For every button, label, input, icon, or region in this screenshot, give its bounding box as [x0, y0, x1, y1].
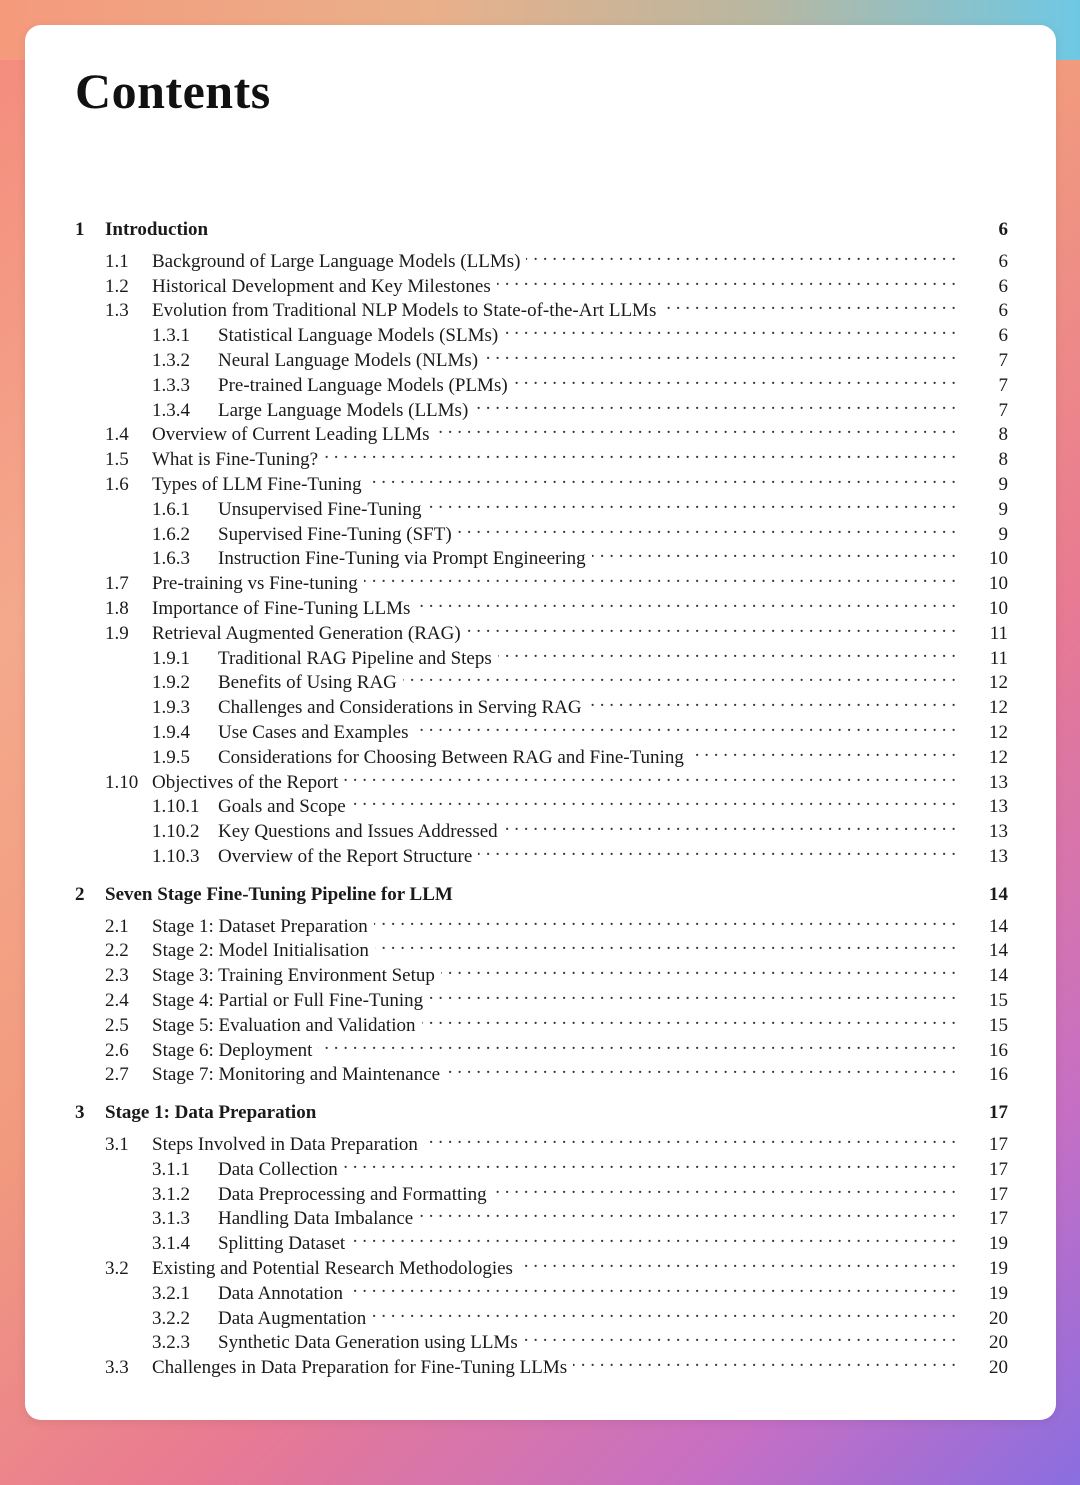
dot-leader	[441, 957, 968, 981]
toc-entry-number: 1.3.3	[152, 374, 190, 396]
dot-leader	[484, 342, 968, 366]
toc-chapter[interactable]	[75, 883, 1008, 907]
toc-entry-number: 3.1.4	[152, 1233, 190, 1255]
toc-entry-title: Data Collection	[218, 1158, 338, 1180]
dot-leader	[524, 1324, 968, 1348]
toc-page-number: 14	[989, 883, 1008, 905]
dot-leader	[588, 689, 968, 713]
toc-entry-number: 1.9.5	[152, 746, 190, 768]
toc-entry-title: What is Fine-Tuning?	[152, 449, 319, 471]
toc-entry-number: 1.6.3	[152, 548, 190, 570]
toc-entry-number: 1.1	[105, 250, 129, 272]
toc-entry-title: Stage 2: Model Initialisation	[152, 940, 369, 962]
toc-entry[interactable]	[105, 1056, 1008, 1086]
toc-entry-number: 1.6.1	[152, 498, 190, 520]
toc-page-number: 14	[989, 915, 1008, 937]
toc-page-number: 6	[998, 219, 1008, 240]
toc-page-number: 15	[989, 990, 1008, 1011]
toc-entry-title: Instruction Fine-Tuning via Prompt Engineering	[218, 548, 586, 570]
dot-leader	[504, 813, 968, 837]
toc-entry-number: 3.1.3	[152, 1208, 190, 1230]
toc-page-number: 13	[989, 846, 1008, 867]
toc-entry-number: 3.2.3	[152, 1332, 190, 1354]
toc-entry[interactable]	[105, 1126, 1008, 1155]
toc-page-number: 17	[989, 1208, 1008, 1230]
toc-page-number: 19	[989, 1258, 1008, 1279]
toc-entry[interactable]	[152, 1200, 1008, 1230]
dot-leader	[446, 1056, 968, 1080]
toc-page-number: 12	[989, 697, 1008, 719]
toc-entry[interactable]	[152, 1151, 1008, 1180]
dot-leader	[498, 640, 968, 664]
toc-page-number: 11	[989, 622, 1008, 644]
toc-page-number: 10	[989, 548, 1008, 570]
toc-page-number: 17	[989, 1183, 1008, 1205]
toc-entry-number: 1.10.1	[152, 796, 200, 818]
toc-entry[interactable]	[152, 1176, 1008, 1205]
dot-leader	[467, 615, 968, 639]
toc-entry-number: 3	[75, 1102, 85, 1124]
dot-leader	[364, 565, 968, 589]
toc-entry-title: Seven Stage Fine-Tuning Pipeline for LLM	[105, 883, 453, 905]
toc-entry-number: 1.3.4	[152, 399, 190, 421]
toc-entry-number: 3.2.1	[152, 1282, 190, 1304]
dot-leader	[351, 1225, 968, 1249]
toc-entry-title: Stage 3: Training Environment Setup	[152, 965, 435, 987]
toc-entry-number: 2.7	[105, 1064, 129, 1086]
toc-page-number: 13	[989, 771, 1008, 793]
toc-entry-title: Stage 6: Deployment	[152, 1039, 313, 1061]
dot-leader	[514, 367, 968, 391]
toc-entry[interactable]	[105, 1349, 1008, 1379]
toc-entry-title: Evolution from Traditional NLP Models to State-of-the-Art LLMs	[152, 300, 657, 322]
toc-entry-title: Supervised Fine-Tuning (SFT)	[218, 523, 452, 545]
dot-leader	[424, 1126, 968, 1150]
toc-entry[interactable]	[105, 615, 1008, 644]
toc-entry-title: Steps Involved in Data Preparation	[152, 1134, 418, 1155]
toc-entry[interactable]	[105, 764, 1008, 793]
toc-entry-title: Synthetic Data Generation using LLMs	[218, 1332, 518, 1354]
toc-page-number: 20	[989, 1307, 1008, 1329]
toc-entry[interactable]	[105, 441, 1008, 471]
toc-page-number: 19	[989, 1282, 1008, 1304]
toc-entry-number: 3.1	[105, 1134, 129, 1155]
toc-page-number: 9	[998, 523, 1008, 545]
toc-page-number: 6	[998, 325, 1008, 347]
toc-entry-title: Considerations for Choosing Between RAG and Fine-Tuning	[218, 746, 684, 768]
toc-page-number: 14	[989, 965, 1008, 987]
toc-entry-title: Statistical Language Models (SLMs)	[218, 325, 499, 347]
toc-entry-number: 1.9.4	[152, 722, 190, 743]
toc-entry-title: Background of Large Language Models (LLMs)	[152, 250, 521, 272]
toc-page-number: 7	[998, 399, 1008, 421]
toc-page-number: 6	[998, 250, 1008, 272]
toc-page-number: 16	[989, 1064, 1008, 1086]
toc-page-number: 15	[989, 1014, 1008, 1036]
toc-entry-title: Pre-trained Language Models (PLMs)	[218, 374, 508, 396]
toc-page-number: 12	[989, 746, 1008, 768]
toc-entry-number: 1.10.3	[152, 846, 200, 867]
toc-entry-number: 2	[75, 883, 85, 905]
toc-entry-title: Large Language Models (LLMs)	[218, 399, 469, 421]
toc-entry-title: Stage 1: Data Preparation	[105, 1102, 317, 1124]
toc-page-number: 17	[989, 1158, 1008, 1180]
toc-page-number: 17	[989, 1102, 1008, 1124]
dot-leader	[458, 516, 968, 540]
toc-page-number: 10	[989, 598, 1008, 619]
toc-entry-title: Pre-training vs Fine-tuning	[152, 573, 358, 595]
toc-page-number: 8	[998, 449, 1008, 471]
toc-entry[interactable]	[105, 1250, 1008, 1279]
toc-entry[interactable]	[152, 540, 1008, 570]
toc-entry[interactable]	[152, 1275, 1008, 1304]
toc-entry-title: Goals and Scope	[218, 796, 346, 818]
toc-chapter[interactable]	[75, 1101, 1008, 1125]
toc-entry-title: Overview of the Report Structure	[218, 846, 473, 867]
toc-entry-title: Retrieval Augmented Generation (RAG)	[152, 622, 461, 644]
toc-entry-number: 1.7	[105, 573, 129, 595]
toc-entry[interactable]	[105, 1007, 1008, 1036]
toc-entry-title: Historical Development and Key Milestones	[152, 275, 491, 297]
toc-page-number: 12	[989, 672, 1008, 694]
toc-entry[interactable]	[152, 367, 1008, 396]
toc-entry[interactable]	[105, 1032, 1008, 1061]
toc-entry[interactable]	[152, 664, 1008, 694]
dot-leader	[368, 466, 968, 490]
toc-entry-number: 3.2.2	[152, 1307, 190, 1329]
toc-entry-number: 1.9.1	[152, 647, 190, 669]
toc-entry-title: Introduction	[105, 219, 209, 240]
toc-page-number: 6	[998, 275, 1008, 297]
toc-entry-number: 1.10	[105, 771, 139, 793]
toc-entry-number: 2.1	[105, 915, 129, 937]
toc-entry-title: Existing and Potential Research Methodologies	[152, 1258, 513, 1279]
toc-entry-number: 2.2	[105, 940, 129, 962]
toc-page-number: 7	[998, 374, 1008, 396]
toc-entry-number: 1.4	[105, 424, 129, 446]
toc-page-number: 11	[989, 647, 1008, 669]
toc-entry-number: 1.3	[105, 300, 129, 322]
toc-entry-number: 1.2	[105, 275, 129, 297]
dot-leader	[478, 838, 968, 862]
toc-entry[interactable]	[152, 813, 1008, 843]
toc-page-number: 14	[989, 940, 1008, 962]
toc-entry-title: Key Questions and Issues Addressed	[218, 821, 498, 843]
toc-entry-title: Data Annotation	[218, 1282, 344, 1304]
toc-entry[interactable]	[152, 838, 1008, 867]
toc-entry-number: 2.4	[105, 990, 129, 1011]
dot-leader	[526, 243, 968, 267]
toc-entry[interactable]	[105, 292, 1008, 322]
dot-leader	[428, 491, 968, 515]
toc-entry-number: 1.9.2	[152, 672, 190, 694]
dot-leader	[414, 714, 968, 738]
toc-entry-number: 1.5	[105, 449, 129, 471]
dot-leader	[349, 1275, 968, 1299]
toc-entry-title: Challenges and Considerations in Serving RAG	[218, 697, 582, 719]
dot-leader	[416, 590, 968, 614]
toc-page-number: 20	[989, 1332, 1008, 1354]
dot-leader	[318, 1032, 968, 1056]
dot-leader	[690, 739, 968, 763]
toc-entry[interactable]	[152, 516, 1008, 545]
toc-entry-title: Stage 7: Monitoring and Maintenance	[152, 1064, 441, 1086]
toc-entry-number: 1.9	[105, 622, 129, 644]
dot-leader	[474, 392, 968, 416]
toc-entry-title: Stage 4: Partial or Full Fine-Tuning	[152, 990, 424, 1011]
toc-entry-title: Stage 5: Evaluation and Validation	[152, 1014, 416, 1036]
toc-entry-number: 1.3.1	[152, 325, 190, 347]
toc-entry[interactable]	[152, 689, 1008, 719]
toc-entry[interactable]	[105, 908, 1008, 937]
toc-page-number: 17	[989, 1134, 1008, 1155]
toc-entry-title: Unsupervised Fine-Tuning	[218, 498, 422, 520]
dot-leader	[493, 1176, 968, 1200]
dot-leader	[592, 540, 968, 564]
toc-entry[interactable]	[105, 268, 1008, 297]
dot-leader	[519, 1250, 968, 1274]
toc-entry-title: Objectives of the Report	[152, 771, 339, 793]
toc-entry-number: 2.3	[105, 965, 129, 987]
toc-page-number: 12	[989, 722, 1008, 743]
toc-page-number: 10	[989, 573, 1008, 595]
dot-leader	[344, 764, 968, 788]
toc-entry-title: Neural Language Models (NLMs)	[218, 350, 479, 371]
toc-page-number: 6	[998, 300, 1008, 322]
toc-entry[interactable]	[105, 982, 1008, 1011]
toc-entry-number: 1.3.2	[152, 350, 190, 371]
toc-page-number: 13	[989, 796, 1008, 818]
toc-entry-number: 1.6	[105, 474, 129, 495]
toc-entry-number: 3.1.1	[152, 1158, 190, 1180]
toc-entry[interactable]	[152, 1324, 1008, 1354]
page-title: Contents	[75, 63, 271, 119]
dot-leader	[504, 317, 968, 341]
toc-page-number: 7	[998, 350, 1008, 371]
dot-leader	[497, 268, 968, 292]
dot-leader	[352, 788, 968, 812]
toc-entry-title: Data Preprocessing and Formatting	[218, 1183, 487, 1205]
toc-entry-number: 3.2	[105, 1258, 129, 1279]
dot-leader	[436, 416, 968, 440]
toc-entry-number: 1.9.3	[152, 697, 190, 719]
dot-leader	[429, 982, 968, 1006]
toc-entry-number: 1.10.2	[152, 821, 200, 843]
toc-entry-title: Data Augmentation	[218, 1307, 367, 1329]
toc-entry-title: Challenges in Data Preparation for Fine-Tuning LLMs	[152, 1357, 568, 1379]
dot-leader	[372, 1300, 968, 1324]
toc-chapter[interactable]	[75, 218, 1008, 242]
dot-leader	[403, 664, 968, 688]
toc-entry[interactable]	[105, 932, 1008, 962]
dot-leader	[374, 908, 968, 932]
toc-page-number: 9	[998, 474, 1008, 495]
dot-leader	[419, 1200, 968, 1224]
toc-entry-number: 2.6	[105, 1039, 129, 1061]
dot-leader	[324, 441, 968, 465]
toc-entry[interactable]	[105, 565, 1008, 595]
toc-entry[interactable]	[152, 1225, 1008, 1255]
toc-entry-title: Overview of Current Leading LLMs	[152, 424, 430, 446]
toc-entry-title: Use Cases and Examples	[218, 722, 409, 743]
toc-entry[interactable]	[152, 714, 1008, 743]
toc-entry-title: Splitting Dataset	[218, 1233, 346, 1255]
dot-leader	[375, 932, 968, 956]
toc-entry-number: 1.6.2	[152, 523, 190, 545]
toc-entry-title: Types of LLM Fine-Tuning	[152, 474, 362, 495]
toc-entry[interactable]	[105, 590, 1008, 619]
toc-entry[interactable]	[152, 342, 1008, 371]
toc-page-number: 13	[989, 821, 1008, 843]
toc-entry[interactable]	[105, 466, 1008, 495]
toc-entry-title: Benefits of Using RAG	[218, 672, 397, 694]
toc-entry-number: 3.3	[105, 1357, 129, 1379]
toc-entry-number: 1	[75, 219, 85, 240]
dot-leader	[422, 1007, 969, 1031]
toc-entry[interactable]	[152, 392, 1008, 421]
toc-entry-title: Traditional RAG Pipeline and Steps	[218, 647, 492, 669]
dot-leader	[344, 1151, 968, 1175]
toc-entry[interactable]	[152, 1300, 1008, 1329]
toc-entry-number: 1.8	[105, 598, 129, 619]
toc-entry[interactable]	[105, 243, 1008, 272]
toc-page-number: 9	[998, 498, 1008, 520]
toc-page-number: 8	[998, 424, 1008, 446]
toc-entry-title: Importance of Fine-Tuning LLMs	[152, 598, 411, 619]
toc-page-number: 16	[989, 1039, 1008, 1061]
toc-entry[interactable]	[152, 788, 1008, 818]
toc-entry[interactable]	[105, 416, 1008, 446]
toc-entry[interactable]	[152, 739, 1008, 768]
toc-entry-number: 2.5	[105, 1014, 129, 1036]
toc-entry-number: 3.1.2	[152, 1183, 190, 1205]
toc-entry[interactable]	[152, 640, 1008, 669]
toc-entry[interactable]	[105, 957, 1008, 987]
toc-entry-title: Handling Data Imbalance	[218, 1208, 414, 1230]
dot-leader	[662, 292, 968, 316]
toc-entry-title: Stage 1: Dataset Preparation	[152, 915, 368, 937]
toc-entry[interactable]	[152, 491, 1008, 520]
toc-page-number: 20	[989, 1357, 1008, 1379]
dot-leader	[573, 1349, 968, 1373]
toc-page-number: 19	[989, 1233, 1008, 1255]
toc-entry[interactable]	[152, 317, 1008, 347]
